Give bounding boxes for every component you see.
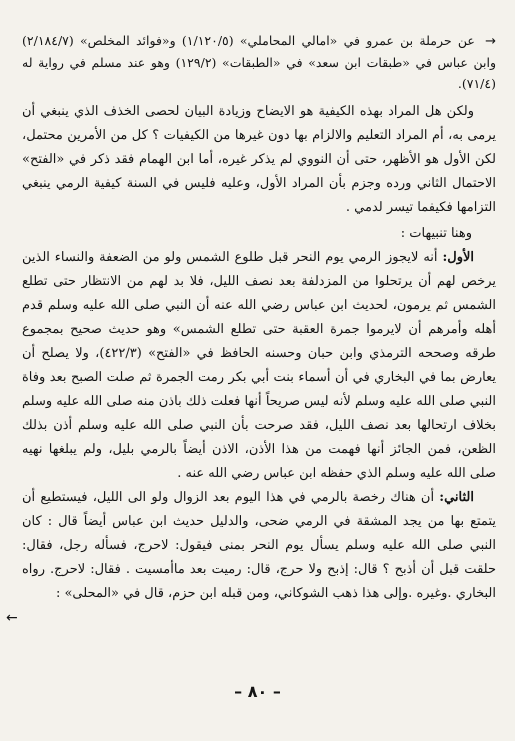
body-paragraph: ولكن هل المراد بهذه الكيفية هو الايضاح وزيادة البيان لحصى الخذف الذي ينبغي أن يرمى به، أم المراد التعليم والالزام بها دون غيرها من الكيفيات ؟ كل من الأمرين محتمل، لكن الأول هو الأظهر، حتى أن النووي لم يذكر غيره، أما ابن الهمام فقد ذكر في «الفتح» الاحتمال الثاني ورده وجزم بأن المراد الأول، وعليه فليس في السنة كيفية الرمي ينبغي التزامها فكيفما تيسر لدمي . <box>22 104 496 215</box>
note-first <box>22 246 496 486</box>
note-first-text: أنه لايجوز الرمي يوم النحر قبل طلوع الشمس ولو من الضعفة والنساء الذين يرخص لهم أن يرتحلوا من المزدلفة بعد نصف الليل، فلا بد لهم من الانتظار حتى تطلع الشمس ثم يرمون، لحديث ابن عباس رضي الله عنه أن النبي صلى الله عليه وسلم قدم أهله وأمرهم أن لايرموا جمرة العقبة حتى تطلع الشمس» وهو حديث صحيح بمجموع طرقه وصححه الترمذي وابن حبان وحسنه الحافظ في «الفتح» (٤٢٢/٣)، ولا يصلح أن يعارض بما في البخاري في أن أسماء بنت أبي بكر رمت الجمرة ثم صلت الصبح بعد وفاة النبي صلى الله عليه وسلم لأنه ليس صريحاً أنها فعلت ذلك باذن منه صلى الله عليه وسلم بخلاف ارتحالها بعد نصف الليل، فقد صرحت بأن النبي صلى الله عليه وسلم أذن بذلك الظعن، فمن الجائز أنها فهمت من هذا الأذن، الاذن أيضاً بالرمي بليل، ولم يبلغها نهيه صلى الله عليه وسلم الذي حفظه ابن عباس رضي الله عنه . <box>22 250 496 481</box>
continue-arrow-icon: ← <box>6 610 18 626</box>
document-page <box>22 30 496 730</box>
notes-heading: وهنا تنبيهات : <box>400 226 472 241</box>
note-first-lead: الأول: <box>442 250 475 265</box>
note-second-text: أن هناك رخصة بالرمي في هذا اليوم بعد الزوال ولو الى الليل، فيستطيع أن يتمتع بها من يجد المشقة في الرمي ضحى، والدليل حديث ابن عباس أيضاً قال : كان النبي صلى الله عليه وسلم يسأل يوم النحر بمنى فيقول: لاحرج، فسأله رجل، فقال: حلقت قبل أن أذبح ؟ قال: إذبح ولا حرج، قال: رميت بعد ماأمسيت . فقال: لاحرج. رواه البخاري .وغيره .وإلى هذا ذهب الشوكاني، ومن قبله ابن حزم، قال في «المحلى» : <box>22 490 496 601</box>
note-second <box>22 486 496 606</box>
footnote <box>22 30 496 94</box>
page-number: – ٨٠ – <box>234 682 281 701</box>
footnote-arrow-icon: → <box>485 34 496 49</box>
note-second-lead: الثاني: <box>439 490 474 505</box>
footnote-text: عن حرملة بن عمرو في «امالي المحاملي» (١/١٢٠/٥) و«فوائد المخلص» (٢/١٨٤/٧) وابن عباس في «طبقات ابن سعد» في «الطبقات» (١٢٩/٢) وهو عند مسلم في رواية له (٧١/٤). <box>22 33 496 91</box>
